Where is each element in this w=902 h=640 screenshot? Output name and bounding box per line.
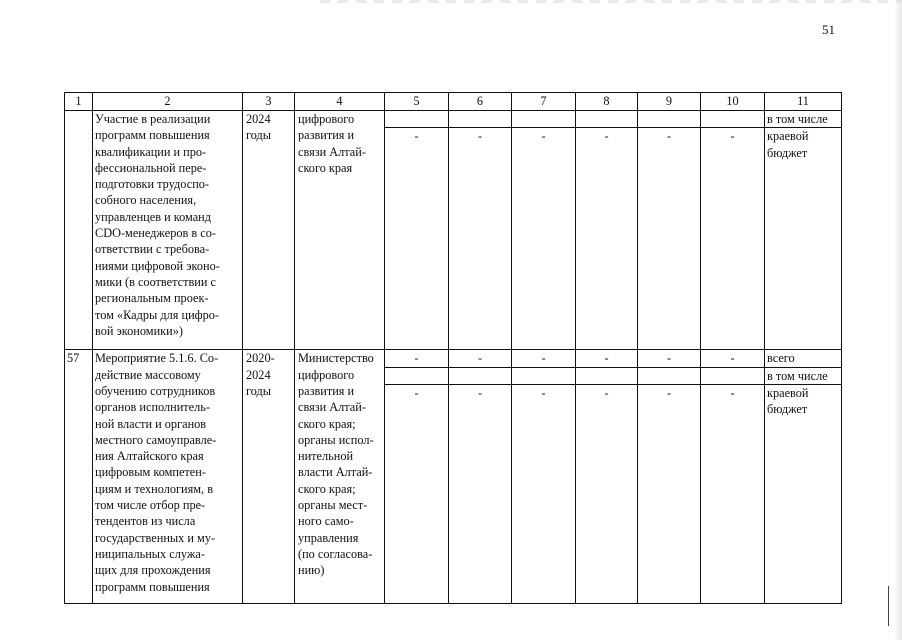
- activity-line: мики (в соответствии с: [95, 274, 216, 289]
- empty-cell: [701, 418, 765, 604]
- value-cell: -: [638, 384, 701, 417]
- table-row: [65, 350, 842, 367]
- value-cell: -: [576, 350, 638, 367]
- funding-source-cell: краевой бюджет: [765, 384, 842, 417]
- executor-line: ного само-: [298, 514, 354, 529]
- value-cell: [385, 111, 449, 128]
- row-number-cell: [65, 111, 93, 350]
- value-cell: [449, 367, 512, 384]
- period-line: 2024: [246, 367, 271, 382]
- header-cell: 5: [385, 93, 449, 111]
- activity-line: том «Кадры для цифро-: [95, 307, 220, 322]
- empty-cell: [638, 418, 701, 604]
- value-cell: -: [449, 128, 512, 161]
- scan-artifact: [320, 0, 902, 3]
- activity-line: программ повышения: [95, 128, 210, 143]
- value-cell: -: [701, 384, 765, 417]
- activity-line: Участие в реализации: [95, 112, 211, 126]
- activity-line: ниципальных служа-: [95, 546, 205, 561]
- page-number: 51: [822, 22, 835, 37]
- executor-line: цифрового: [298, 367, 355, 382]
- value-cell: [385, 367, 449, 384]
- activity-line: тендентов из числа: [95, 514, 196, 529]
- value-cell: -: [385, 384, 449, 417]
- funding-source-cell: всего: [765, 350, 842, 367]
- activity-line: циям и технологиям, в: [95, 481, 214, 496]
- executor-line: развития и: [298, 383, 355, 398]
- header-row: [65, 93, 842, 111]
- value-cell: [449, 111, 512, 128]
- activity-line: ния Алтайского края: [95, 449, 204, 464]
- activity-line: собного населения,: [95, 193, 197, 208]
- empty-cell: [512, 161, 576, 350]
- row-number-cell: 57: [65, 350, 93, 604]
- activity-line: программ повышения: [95, 579, 210, 594]
- header-cell: 6: [449, 93, 512, 111]
- activity-line: обучению сотрудников: [95, 383, 216, 398]
- executor-line: ского края;: [298, 416, 356, 431]
- value-cell: -: [385, 128, 449, 161]
- empty-cell: [701, 161, 765, 350]
- activity-line: фессиональной пере-: [95, 160, 207, 175]
- activity-name-cell: [93, 350, 243, 604]
- header-cell: 2: [93, 93, 243, 111]
- activity-line: местного самоуправле-: [95, 432, 217, 447]
- funding-source-cell: в том числе: [765, 367, 842, 384]
- header-cell: 9: [638, 93, 701, 111]
- activity-line: том числе отбор пре-: [95, 498, 206, 513]
- header-cell: 3: [243, 93, 295, 111]
- header-cell: 10: [701, 93, 765, 111]
- empty-cell: [385, 418, 449, 604]
- value-cell: [576, 111, 638, 128]
- value-cell: [512, 111, 576, 128]
- budget-activities-table: [64, 92, 842, 604]
- executor-line: (по согласова-: [298, 546, 373, 561]
- activity-line: государственных и му-: [95, 530, 216, 545]
- executor-line: ского края;: [298, 481, 356, 496]
- value-cell: -: [638, 128, 701, 161]
- empty-cell: [385, 161, 449, 350]
- scan-shadow: [894, 0, 902, 640]
- scan-edge-mark: [888, 586, 889, 626]
- activity-line: региональным проек-: [95, 291, 209, 306]
- activity-line: органов исполнитель-: [95, 400, 210, 415]
- executor-line: органы мест-: [298, 498, 368, 513]
- value-cell: -: [638, 350, 701, 367]
- period-cell: [243, 350, 295, 604]
- value-cell: -: [576, 128, 638, 161]
- value-cell: -: [449, 384, 512, 417]
- value-cell: -: [512, 350, 576, 367]
- activity-line: CDO-менеджеров в со-: [95, 226, 216, 241]
- value-cell: [701, 111, 765, 128]
- activity-line: Мероприятие 5.1.6. Со-: [95, 351, 219, 366]
- activity-line: ответствии с требова-: [95, 242, 210, 257]
- header-cell: 4: [295, 93, 385, 111]
- executor-cell: [295, 350, 385, 604]
- header-cell: 8: [576, 93, 638, 111]
- value-cell: -: [576, 384, 638, 417]
- period-line: 2020-: [246, 351, 275, 366]
- executor-cell: [295, 111, 385, 350]
- executor-line: связи Алтай-: [298, 400, 366, 415]
- header-cell: 1: [65, 93, 93, 111]
- activity-line: щих для прохождения: [95, 563, 211, 578]
- value-cell: -: [385, 350, 449, 367]
- empty-cell: [765, 161, 842, 350]
- executor-line: нительной: [298, 449, 354, 464]
- value-cell: -: [512, 384, 576, 417]
- activity-line: подготовки трудоспо-: [95, 177, 210, 192]
- empty-cell: [576, 161, 638, 350]
- value-cell: [638, 111, 701, 128]
- empty-cell: [449, 161, 512, 350]
- executor-line: развития и: [298, 128, 355, 143]
- executor-line: управления: [298, 530, 359, 545]
- funding-source-cell: краевой бюджет: [765, 128, 842, 161]
- period-line: годы: [246, 383, 272, 398]
- executor-line: нию): [298, 563, 325, 578]
- header-cell: 7: [512, 93, 576, 111]
- activity-line: ной власти и органов: [95, 416, 207, 431]
- executor-line: ского края: [298, 160, 353, 175]
- value-cell: -: [701, 350, 765, 367]
- empty-cell: [512, 418, 576, 604]
- value-cell: [512, 367, 576, 384]
- activity-line: действие массовому: [95, 367, 201, 382]
- value-cell: -: [449, 350, 512, 367]
- value-cell: -: [701, 128, 765, 161]
- executor-line: органы испол-: [298, 432, 374, 447]
- value-cell: [576, 367, 638, 384]
- activity-line: управленцев и команд: [95, 209, 211, 224]
- executor-line: власти Алтай-: [298, 465, 373, 480]
- activity-line: квалификации и про-: [95, 144, 207, 159]
- period-cell: [243, 111, 295, 350]
- table-row: [65, 111, 842, 128]
- value-cell: -: [512, 128, 576, 161]
- funding-source-cell: в том числе: [765, 111, 842, 128]
- executor-line: связи Алтай-: [298, 144, 366, 159]
- empty-cell: [638, 161, 701, 350]
- header-cell: 11: [765, 93, 842, 111]
- empty-cell: [449, 418, 512, 604]
- value-cell: [701, 367, 765, 384]
- activity-line: вой экономики»): [95, 323, 183, 338]
- period-line: 2024: [246, 112, 271, 126]
- empty-cell: [576, 418, 638, 604]
- period-line: годы: [246, 128, 272, 143]
- executor-line: цифрового: [298, 112, 355, 126]
- empty-cell: [765, 418, 842, 604]
- activity-line: цифровым компетен-: [95, 465, 206, 480]
- executor-line: Министерство: [298, 351, 374, 366]
- value-cell: [638, 367, 701, 384]
- activity-line: ниями цифровой эконо-: [95, 258, 220, 273]
- activity-name-cell: [93, 111, 243, 350]
